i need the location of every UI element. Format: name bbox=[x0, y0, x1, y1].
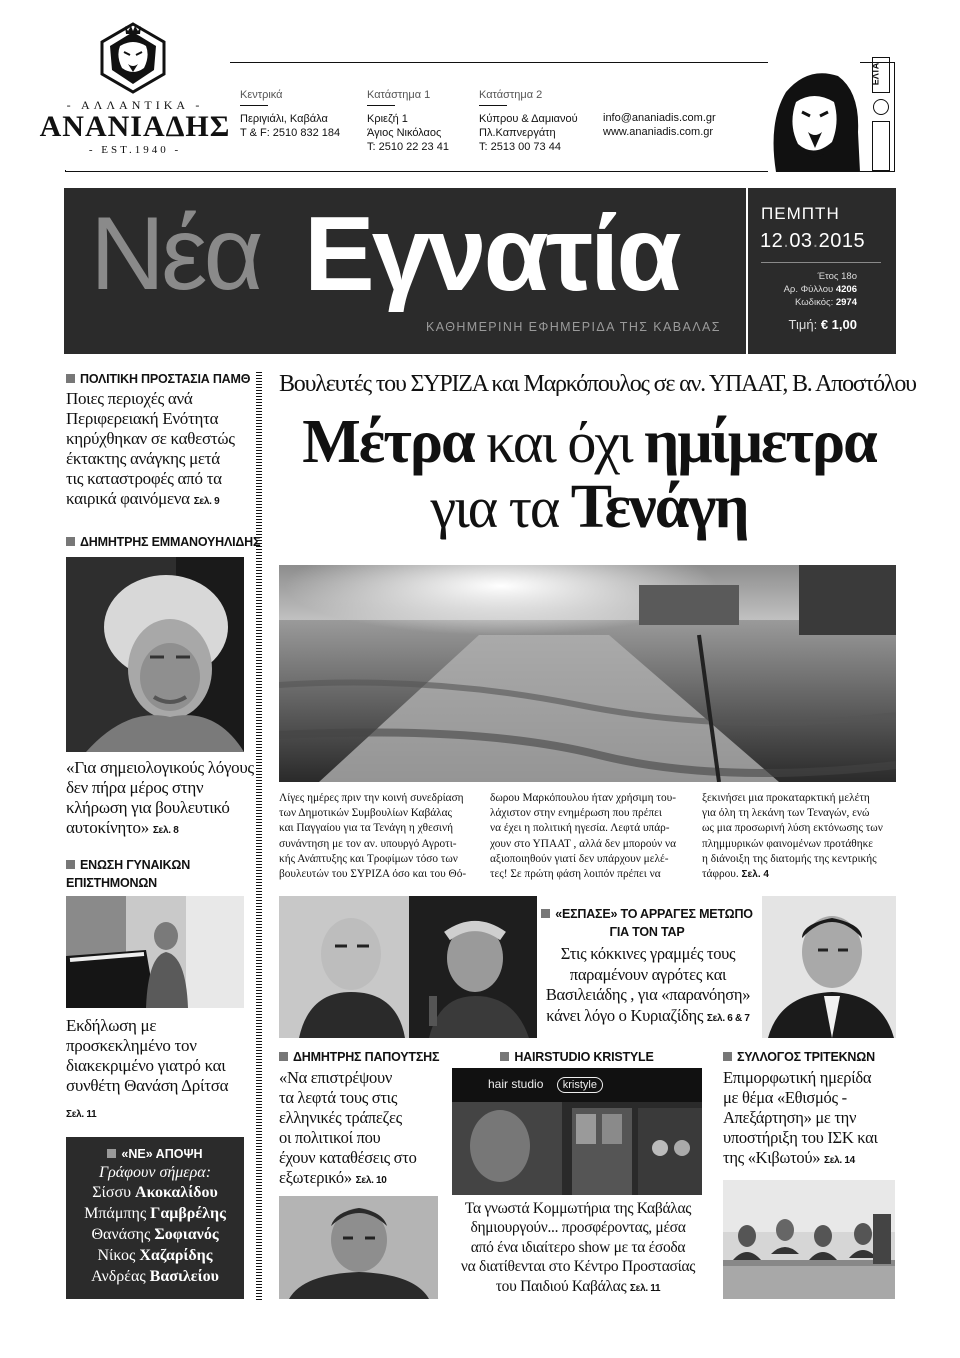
photo-farmers-leaders[interactable] bbox=[279, 896, 537, 1038]
lead-headline[interactable]: Μέτρα και όχι ημίμετρα για τα Τενάγη bbox=[302, 408, 876, 541]
section-label-papoutsis: ΔΗΜΗΤΡΗΣ ΠΑΠΟΥΤΣΗΣ bbox=[279, 1050, 439, 1065]
lead-col-2: δωρου Μαρκόπουλου ήταν χρήσιμη του- λάχιστον στην ενημέρωση που πρέπει να έχει η πολιτική ηγεσία. Λεφτά υπάρ- χουν στο ΥΠΑΑΤ , αλλά δεν μπορούν να αξιοποιηθούν γιατί δεν υπάρχουν μελέ- τες! Σε πρώτη φάση λοιπόν πρέπει να bbox=[490, 792, 677, 881]
ad-hq: Κεντρικά Περιγιάλι, Καβάλα T & F: 2510 832 184 bbox=[240, 89, 341, 139]
square-icon bbox=[66, 374, 75, 383]
section-label-tritekni: ΣΥΛΛΟΓΟΣ ΤΡΙΤΕΚΝΩΝ bbox=[723, 1050, 875, 1065]
opinion-sub: Γράφουν σήμερα: bbox=[98, 1164, 212, 1181]
writer[interactable]: Μπάμπης Γαμβρέλης bbox=[84, 1205, 226, 1222]
section-label-kristyle: HAIRSTUDIO KRISTYLE bbox=[452, 1050, 702, 1065]
salon-sign: hair studio kristyle bbox=[488, 1077, 603, 1093]
story-espa[interactable]: Στις κόκκινες γραμμές τους παραμένουν αγρότες και Βασιλειάδης , για «παρανόηση» κάνει λόγο ο Κυριαζίδης Σελ. 6 & 7 bbox=[545, 944, 751, 1025]
square-icon bbox=[279, 1052, 288, 1061]
ad-banner bbox=[0, 0, 960, 180]
lead-kicker[interactable]: Βουλευτές του ΣΥΡΙΖΑ και Μαρκόπουλος σε αν. ΥΠΑΑΤ, Β. Αποστόλου bbox=[279, 371, 916, 397]
opinion-writers bbox=[66, 1182, 244, 1287]
section-label-emmanouilidis: ΔΗΜΗΤΡΗΣ ΕΜΜΑΝΟΥΗΛΙΔΗΣ bbox=[66, 535, 260, 550]
story-tritekni[interactable]: Επιμορφωτική ημερίδα με θέμα «Εθισμός - Απεξάρτηση» με την υποστήριξη του ΙΣΚ και της «Κιβωτού» Σελ. 14 bbox=[723, 1068, 878, 1167]
brand-top: - ΑΛΛΑΝΤΙΚΑ - bbox=[66, 98, 204, 112]
lion-logo-icon bbox=[98, 22, 168, 94]
writer[interactable]: Θανάσης Σοφιανός bbox=[91, 1226, 219, 1243]
ad-website[interactable]: www.ananiadis.com.gr bbox=[603, 126, 714, 138]
masthead-divider bbox=[746, 188, 748, 354]
square-icon bbox=[500, 1052, 509, 1061]
story-women-scientists[interactable]: Εκδήλωση με προσκεκλημένο τον διακεκριμένο γιατρό και συνθέτη Θανάση Δρίτσα Σελ. 11 bbox=[66, 1016, 229, 1120]
writer[interactable]: Σίσσυ Ακοκαλίδου bbox=[92, 1184, 218, 1201]
photo-emmanouilidis[interactable] bbox=[66, 557, 244, 752]
brand-est: - EST.1940 - bbox=[88, 144, 182, 156]
column-separator bbox=[256, 370, 262, 1300]
square-icon bbox=[723, 1052, 732, 1061]
ad-contact bbox=[603, 111, 716, 139]
photo-tenagi-field[interactable] bbox=[279, 565, 896, 782]
masthead-day: ΠΕΜΠΤΗ bbox=[761, 204, 840, 223]
photo-tritekni-conference[interactable] bbox=[723, 1180, 895, 1299]
quote-papoutsis[interactable]: «Να επιστρέψουν τα λεφτά τους στις ελληνικές τράπεζες οι πολιτικοί που έχουν καταθέσεις στο εξωτερικό» Σελ. 10 bbox=[279, 1068, 417, 1187]
story-civil-protection[interactable]: Ποιες περιοχές ανά Περιφερειακή Ενότητα κηρύχθηκαν σε καθεστώς έκτακτης ανάγκης μετά τις καταστροφές από τα καιρικά φαινόμενα Σελ. 9 bbox=[66, 389, 235, 508]
lead-col-3: ξεκινήσει μια προκαταρκτική μελέτη για όλη τη λεκάνη των Τεναγών, ενώ ως μια προσωρινή λύση εκτόνωσης των πλημμυρικών φαινομένων προτάθηκε η διάνοιξη της διατομής της κεντρικής τάφρου. Σελ. 4 bbox=[702, 792, 883, 881]
story-kristyle[interactable]: Τα γνωστά Κομμωτήρια της Καβάλας δημιουργούν... προσφέροντας, μέσα από ένα ιδιαίτερο show με τα έσοδα να διατίθενται στο Κέντρο Προστασίας του Παιδιού Καβάλας Σελ. 11 bbox=[460, 1200, 696, 1295]
section-label-espa: «ΕΣΠΑΣΕ» ΤΟ ΑΡΡΑΓΕΣ ΜΕΤΩΠΟ ΓΙΑ ΤΟΝ ΤΑΡ bbox=[537, 907, 757, 940]
masthead-price: Τιμή: € 1,00 bbox=[788, 317, 857, 332]
section-label-women-scientists: ΕΝΩΣΗ ΓΥΝΑΙΚΩΝ ΕΠΙΣΤΗΜΟΝΩΝ bbox=[66, 858, 191, 890]
writer[interactable]: Νίκος Χαζαρίδης bbox=[97, 1247, 213, 1264]
photo-kyriazidis[interactable] bbox=[762, 896, 896, 1038]
masthead bbox=[64, 188, 896, 354]
opinion-title: «ΝΕ» ΑΠΟΨΗ bbox=[66, 1147, 244, 1161]
square-icon bbox=[66, 860, 75, 869]
ad-store1: Κατάστημα 1 Κριεζή 1 Άγιος Νικόλαος T: 2510 22 23 41 bbox=[367, 89, 449, 153]
masthead-title-light: Νέα bbox=[90, 196, 260, 312]
brand-name: ΑΝΑΝΙΑΔΗΣ bbox=[39, 110, 231, 143]
ad-email[interactable]: info@ananiadis.com.gr bbox=[603, 112, 716, 124]
photo-papoutsis[interactable] bbox=[279, 1196, 438, 1299]
lead-col-1: Λίγες ημέρες πριν την κοινή συνεδρίαση των Δημοτικών Συμβουλίων Καβάλας και Παγγαίου για τα Τενάγη η χθεσινή συνάντηση με τον αν. υπουργό Αγροτι- κής Ανάπτυξης και Τροφίμων τόσο των βουλευτών του ΣΥΡΙΖΑ όσο και του Θό- bbox=[279, 792, 467, 881]
elta-stamp: ΕΛΤΑ bbox=[870, 55, 892, 175]
square-icon bbox=[541, 909, 550, 918]
masthead-date: 12.03.2015 bbox=[760, 230, 866, 252]
section-label-civil-protection: ΠΟΛΙΤΙΚΗ ΠΡΟΣΤΑΣΙΑ ΠΑΜΘ bbox=[66, 372, 250, 387]
ad-store2: Κατάστημα 2 Κύπρου & Δαμιανού Πλ.Καπνεργάτη T: 2513 00 73 44 bbox=[479, 89, 578, 153]
quote-emmanouilidis[interactable]: «Για σημειολογικούς λόγους δεν πήρα μέρος στην κλήρωση για βουλευτικό αυτοκίνητο» Σελ. 8 bbox=[66, 758, 254, 837]
photo-kristyle-salon[interactable] bbox=[452, 1068, 702, 1195]
writer[interactable]: Ανδρέας Βασιλείου bbox=[91, 1268, 219, 1285]
lion-illustration bbox=[768, 62, 860, 172]
opinion-box bbox=[66, 1137, 244, 1299]
photo-dritsas-piano[interactable] bbox=[66, 896, 244, 1008]
square-icon bbox=[66, 537, 75, 546]
masthead-title-bold: Εγνατία bbox=[304, 195, 679, 313]
masthead-meta: Έτος 18ο Αρ. Φύλλου 4206 Κωδικός: 2974 bbox=[783, 271, 857, 308]
masthead-subtitle: ΚΑΘΗΜΕΡΙΝΗ ΕΦΗΜΕΡΙΔΑ ΤΗΣ ΚΑΒΑΛΑΣ bbox=[426, 320, 721, 334]
